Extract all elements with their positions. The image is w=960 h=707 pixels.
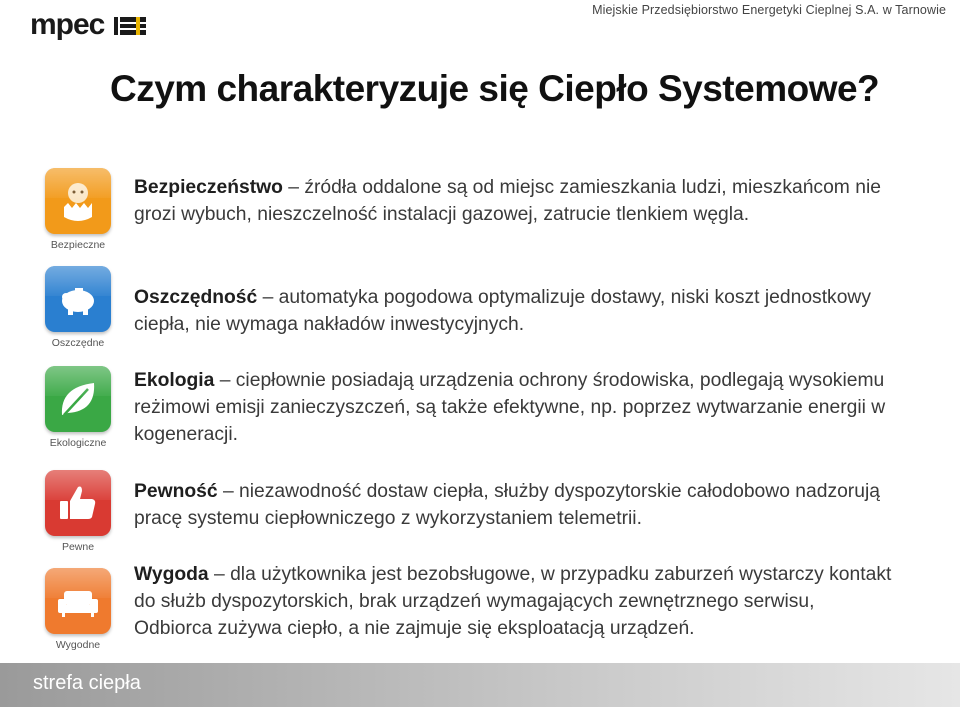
item-ekologia: [134, 367, 894, 448]
item-term: Wygoda: [134, 564, 209, 585]
item-bezpieczenstwo: [134, 174, 894, 228]
item-pewnosc: [134, 478, 894, 532]
icon-label: Ekologiczne: [49, 437, 107, 449]
item-text: – dla użytkownika jest bezobsługowe, w przypadku zaburzeń wystarczy kontakt do służb dyspozytorskich, brak urządzeń wymagających zewnętrznego serwisu, Odbiorca zużywa ciepło, a nie zajmuje się eksploatacją urządzeń.: [134, 564, 892, 639]
sofa-icon: [45, 568, 111, 634]
item-text: – ciepłownie posiadają urządzenia ochrony środowiska, podlegają wysokiemu reżimowi emisji zanieczyszczeń, są także efektywne, np. poprzez wytwarzanie energii w kogeneracji.: [134, 370, 886, 445]
icon-label: Oszczędne: [51, 337, 105, 349]
item-term: Bezpieczeństwo: [134, 177, 283, 198]
logo-text: mpec: [30, 10, 105, 40]
item-term: Ekologia: [134, 370, 215, 391]
icon-label: Pewne: [61, 541, 95, 553]
icon-ekologiczne: [42, 366, 114, 449]
footer-text: strefa ciepła: [33, 672, 141, 694]
baby-chick-icon: [45, 168, 111, 234]
company-name: Miejskie Przedsiębiorstwo Energetyki Cieplnej S.A. w Tarnowie: [592, 3, 946, 17]
icon-bezpieczne: [42, 168, 114, 251]
item-wygoda: [134, 561, 894, 642]
page-title: Czym charakteryzuje się Ciepło Systemowe?: [110, 68, 880, 109]
footer-bar: [0, 663, 960, 707]
icon-wygodne: [42, 568, 114, 651]
item-text: – źródła oddalone są od miejsc zamieszkania ludzi, mieszkańcom nie grozi wybuch, nieszczelność instalacji gazowej, zatrucie tlenkiem węgla.: [134, 177, 881, 225]
icon-oszczedne: [42, 266, 114, 349]
mpec-logo: [30, 10, 148, 40]
icon-label: Wygodne: [55, 639, 101, 651]
item-text: – niezawodność dostaw ciepła, służby dyspozytorskie całodobowo nadzorują pracę systemu ciepłowniczego z wykorzystaniem telemetrii.: [134, 481, 880, 529]
piggy-bank-icon: [45, 266, 111, 332]
icon-label: Bezpieczne: [50, 239, 106, 251]
leaf-icon: [45, 366, 111, 432]
icon-pewne: [42, 470, 114, 553]
thumbs-up-icon: [45, 470, 111, 536]
item-term: Oszczędność: [134, 287, 258, 308]
item-term: Pewność: [134, 481, 218, 502]
item-text: – automatyka pogodowa optymalizuje dostawy, niski koszt jednostkowy ciepła, nie wymaga nakładów inwestycyjnych.: [134, 287, 871, 335]
item-oszczednosc: [134, 284, 894, 338]
